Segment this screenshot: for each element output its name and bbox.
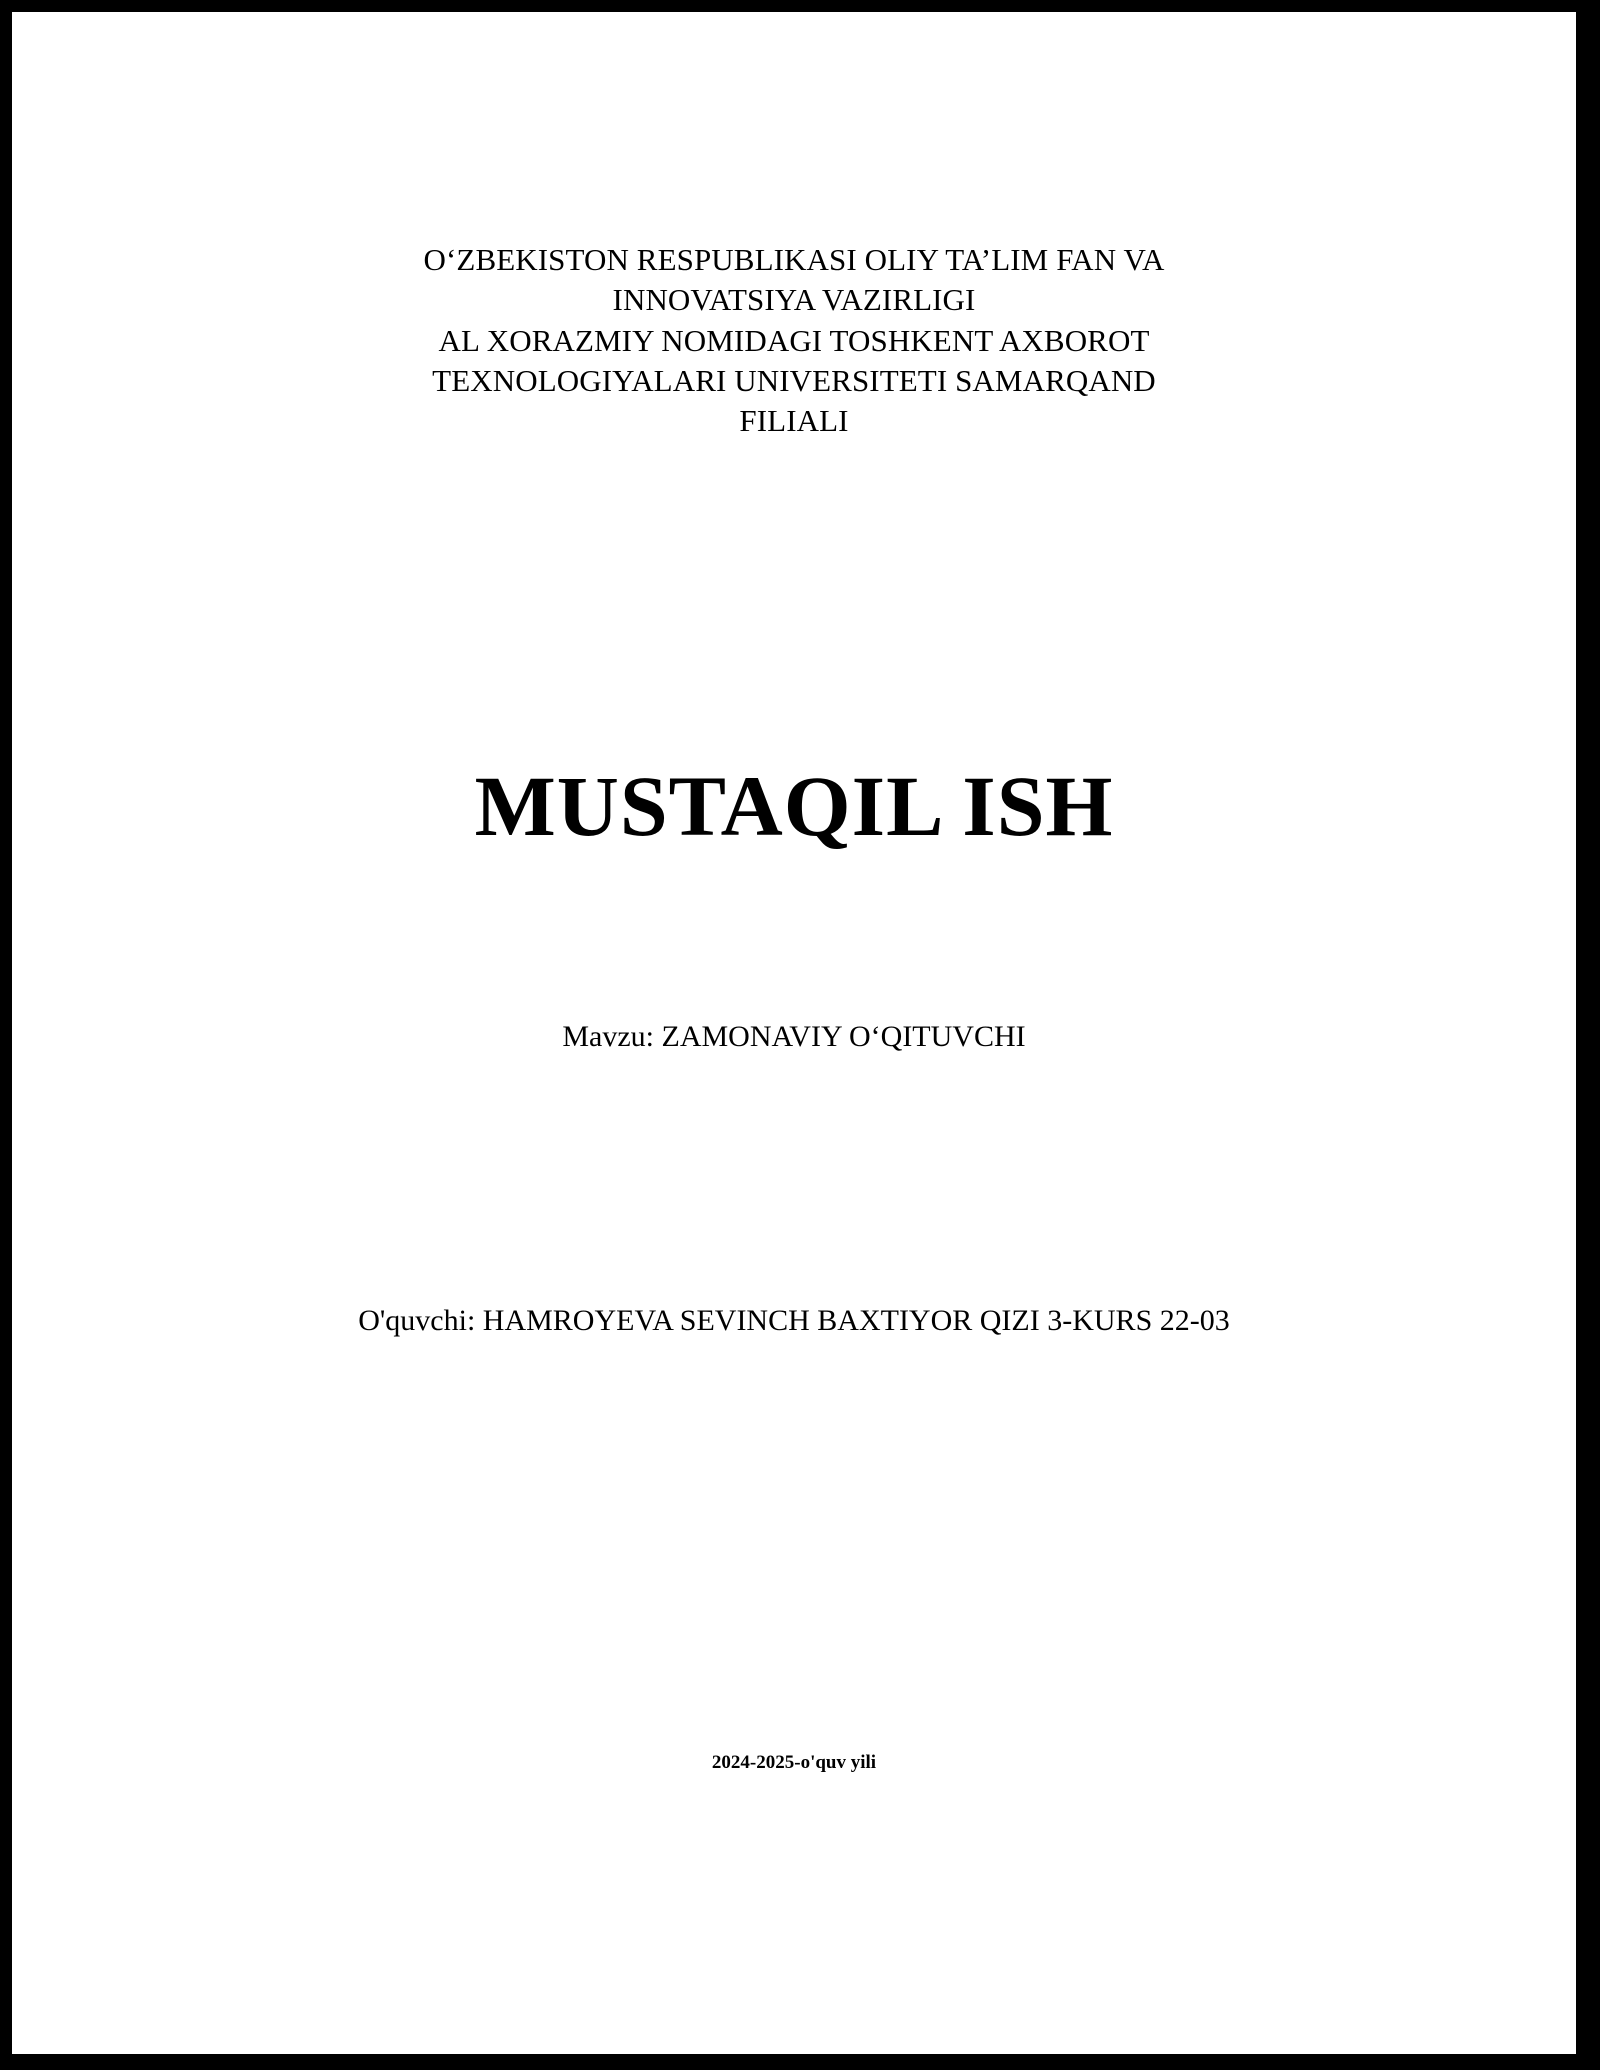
subject-section bbox=[162, 1020, 1426, 1054]
institution-header-line-3: AL XORAZMIY NOMIDAGI TOSHKENT AXBOROT bbox=[438, 322, 1150, 358]
institution-header-line-2: INNOVATSIYA VAZIRLIGI bbox=[612, 282, 976, 318]
title-section bbox=[162, 759, 1426, 854]
document-content bbox=[12, 12, 1576, 2054]
document-page bbox=[10, 10, 1578, 2056]
document-title: MUSTAQIL ISH bbox=[474, 758, 1114, 855]
academic-year-text: 2024-2025-o'quv yili bbox=[711, 1752, 877, 1773]
institution-header-line-1: O‘ZBEKISTON RESPUBLIKASI OLIY TA’LIM FAN VA bbox=[423, 242, 1165, 277]
academic-year-footer bbox=[12, 1752, 1576, 1774]
institution-header bbox=[162, 240, 1426, 441]
author-section bbox=[162, 1304, 1426, 1338]
subject-line: Mavzu: ZAMONAVIY O‘QITUVCHI bbox=[562, 1020, 1026, 1054]
author-line: O'quvchi: HAMROYEVA SEVINCH BAXTIYOR QIZI 3-KURS 22-03 bbox=[358, 1304, 1230, 1338]
institution-header-line-5: FILIALI bbox=[739, 403, 849, 439]
institution-header-line-4: TEXNOLOGIYALARI UNIVERSITETI SAMARQAND bbox=[432, 362, 1156, 398]
